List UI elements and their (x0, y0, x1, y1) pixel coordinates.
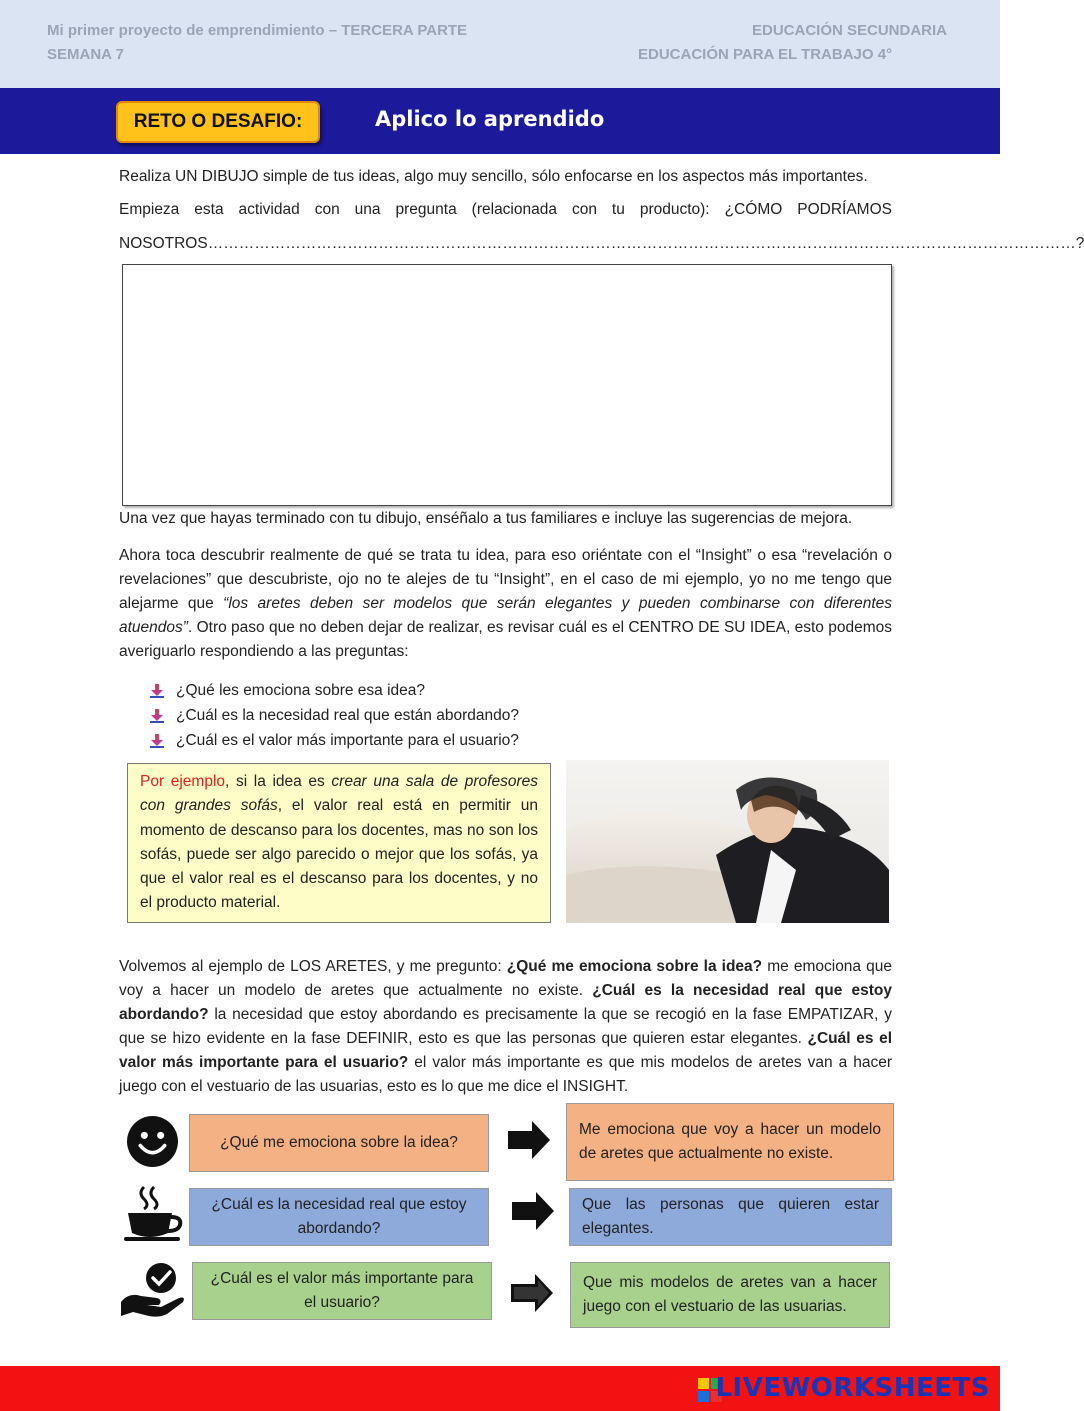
arrow-bullet-icon (150, 709, 164, 723)
aretes-paragraph (119, 955, 892, 1099)
insight-paragraph (119, 544, 892, 664)
question-2: ¿Cuál es la necesidad real que están abordando? (176, 707, 519, 724)
relaxing-man-photo (566, 760, 889, 923)
section-title: Aplico lo aprendido (375, 107, 605, 131)
drawing-area[interactable] (122, 264, 892, 506)
header-week: SEMANA 7 (47, 46, 124, 63)
question-3: ¿Cuál es el valor más importante para el usuario? (176, 732, 519, 749)
aretes-text-1: Volvemos al ejemplo de LOS ARETES, y me pregunto: (119, 958, 507, 975)
coffee-cup-icon (124, 1185, 184, 1243)
aretes-question-3: ¿Cuál es el valor más importante para el usuario? (119, 1030, 892, 1071)
smiley-icon (126, 1115, 179, 1168)
header-course: EDUCACIÓN PARA EL TRABAJO 4° (638, 46, 893, 63)
question-box-2: ¿Cuál es la necesidad real que estoy abordando? (189, 1188, 489, 1246)
intro-paragraph-1: Realiza UN DIBUJO simple de tus ideas, algo muy sencillo, sólo enfocarse en los aspectos más importantes. (119, 168, 868, 185)
arrow-bullet-icon (150, 684, 164, 698)
aretes-question-1: ¿Qué me emociona sobre la idea? (506, 958, 763, 975)
question-box-1: ¿Qué me emociona sobre la idea? (189, 1114, 489, 1172)
aretes-text-3: la necesidad que estoy abordando es precisamente la que se recogió en la fase EMPATIZAR, y que se hizo evidente en la fase DEFINIR, esto es que las personas que quieren estar elegantes. (119, 1006, 892, 1047)
after-drawing-text: Una vez que hayas terminado con tu dibujo, enséñalo a tus familiares e incluye las sugerencias de mejora. (119, 510, 853, 527)
reto-badge: RETO O DESAFIO: (116, 101, 320, 143)
intro-paragraph-2: Empieza esta actividad con una pregunta (relacionada con tu producto): ¿CÓMO PODRÍAMOS (119, 201, 892, 218)
question-1: ¿Qué les emociona sobre esa idea? (176, 682, 426, 699)
right-arrow-icon (512, 1192, 554, 1230)
right-arrow-icon (508, 1121, 550, 1159)
example-idea: crear una sala de profesores con grandes sofás (140, 773, 538, 815)
header-project-title: Mi primer proyecto de emprendimiento – TERCERA PARTE (47, 22, 468, 39)
questions-list (150, 678, 519, 753)
example-text-2: , el valor real está en permitir un momento de descanso para los docentes, mas no son los sofás, puede ser algo parecido o mejor que los sofás, ya que el valor real es el descanso para los docentes, y no el producto material. (140, 797, 538, 912)
insight-quote: “los aretes deben ser modelos que serán elegantes y pueden combinarse con diferentes atuendos” (119, 595, 892, 636)
aretes-text-4: el valor más importante es que mis modelos de aretes van a hacer juego con el vestuario de las usuarias, esto es lo que me dice el INSIGHT. (119, 1054, 892, 1095)
right-arrow-icon (511, 1274, 553, 1312)
list-item (150, 728, 519, 753)
list-item (150, 678, 519, 703)
liveworksheets-brand[interactable]: LIVEWORKSHEETS (715, 1373, 990, 1403)
answer-box-1: Me emociona que voy a hacer un modelo de aretes que actualmente no existe. (566, 1103, 894, 1181)
hand-check-icon (119, 1262, 187, 1318)
example-text-1: , si la idea es (225, 773, 332, 790)
aretes-question-2: ¿Cuál es la necesidad real que estoy abordando? (119, 982, 892, 1023)
header-level: EDUCACIÓN SECUNDARIA (752, 22, 948, 39)
list-item (150, 703, 519, 728)
answer-box-3: Que mis modelos de aretes van a hacer juego con el vestuario de las usuarias. (570, 1262, 890, 1328)
question-box-3: ¿Cuál es el valor más importante para el usuario? (192, 1262, 492, 1320)
intro-question-line: NOSOTROS……………………………………………………………………………………………………………………………………………………? (119, 235, 1084, 252)
example-box (127, 763, 551, 923)
page-header (0, 0, 1000, 88)
answer-box-2: Que las personas que quieren estar elegantes. (569, 1188, 892, 1246)
arrow-bullet-icon (150, 734, 164, 748)
example-lead: Por ejemplo (140, 773, 226, 790)
aretes-text-2: me emociona que voy a hacer un modelo de aretes que actualmente no existe. (119, 958, 892, 999)
insight-text-2: . Otro paso que no deben dejar de realizar, es revisar cuál es el CENTRO DE SU IDEA, esto podemos averiguarlo respondiendo a las preguntas: (119, 619, 892, 660)
insight-text-1: Ahora toca descubrir realmente de qué se trata tu idea, para eso oriéntate con el “Insight” o esa “revelación o revelaciones” que descubriste, ojo no te alejes de tu “Insight”, en el caso de mi ejemplo, yo no me tengo que alejarme que (119, 547, 892, 612)
